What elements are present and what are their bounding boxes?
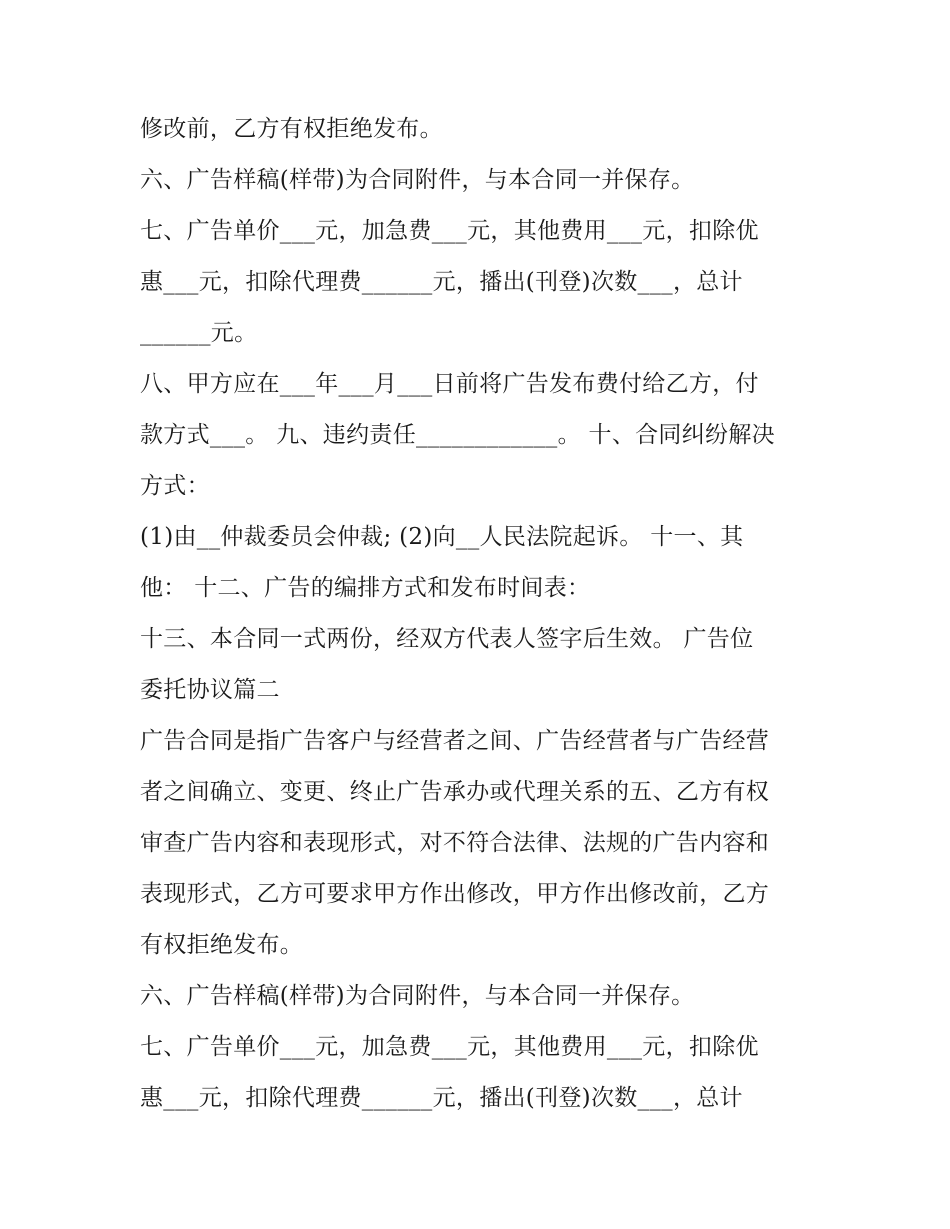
text-line: 六、广告样稿(样带)为合同附件，与本合同一并保存。: [140, 167, 695, 193]
section-heading: 委托协议篇二: [140, 677, 280, 703]
text-line: (1)由__仲裁委员会仲裁; (2)向__人民法院起诉。 十一、其: [140, 524, 744, 550]
text-line: 十三、本合同一式两份，经双方代表人签字后生效。 广告位: [140, 626, 754, 652]
text-line: 七、广告单价___元，加急费___元，其他费用___元，扣除优: [140, 218, 759, 244]
text-line: 方式：: [140, 473, 210, 499]
text-line: 有权拒绝发布。: [140, 932, 304, 958]
text-line: 表现形式，乙方可要求甲方作出修改，甲方作出修改前，乙方: [140, 881, 770, 907]
text-line: 者之间确立、变更、终止广告承办或代理关系的五、乙方有权: [140, 779, 770, 805]
text-line: 他： 十二、广告的编排方式和发布时间表：: [140, 575, 591, 601]
text-line: 款方式___。 九、违约责任____________。 十、合同纠纷解决: [140, 422, 775, 448]
text-line: ______元。: [140, 320, 258, 346]
text-line: 修改前，乙方有权拒绝发布。: [140, 116, 443, 142]
text-line: 六、广告样稿(样带)为合同附件，与本合同一并保存。: [140, 983, 695, 1009]
text-line: 惠___元，扣除代理费______元，播出(刊登)次数___，总计: [140, 1085, 743, 1111]
text-line: 审查广告内容和表现形式，对不符合法律、法规的广告内容和: [140, 830, 770, 856]
text-line: 七、广告单价___元，加急费___元，其他费用___元，扣除优: [140, 1034, 759, 1060]
text-line: 广告合同是指广告客户与经营者之间、广告经营者与广告经营: [140, 728, 770, 754]
text-line: 惠___元，扣除代理费______元，播出(刊登)次数___，总计: [140, 269, 743, 295]
text-line: 八、甲方应在___年___月___日前将广告发布费付给乙方，付: [140, 371, 759, 397]
document-body: [140, 104, 820, 1124]
